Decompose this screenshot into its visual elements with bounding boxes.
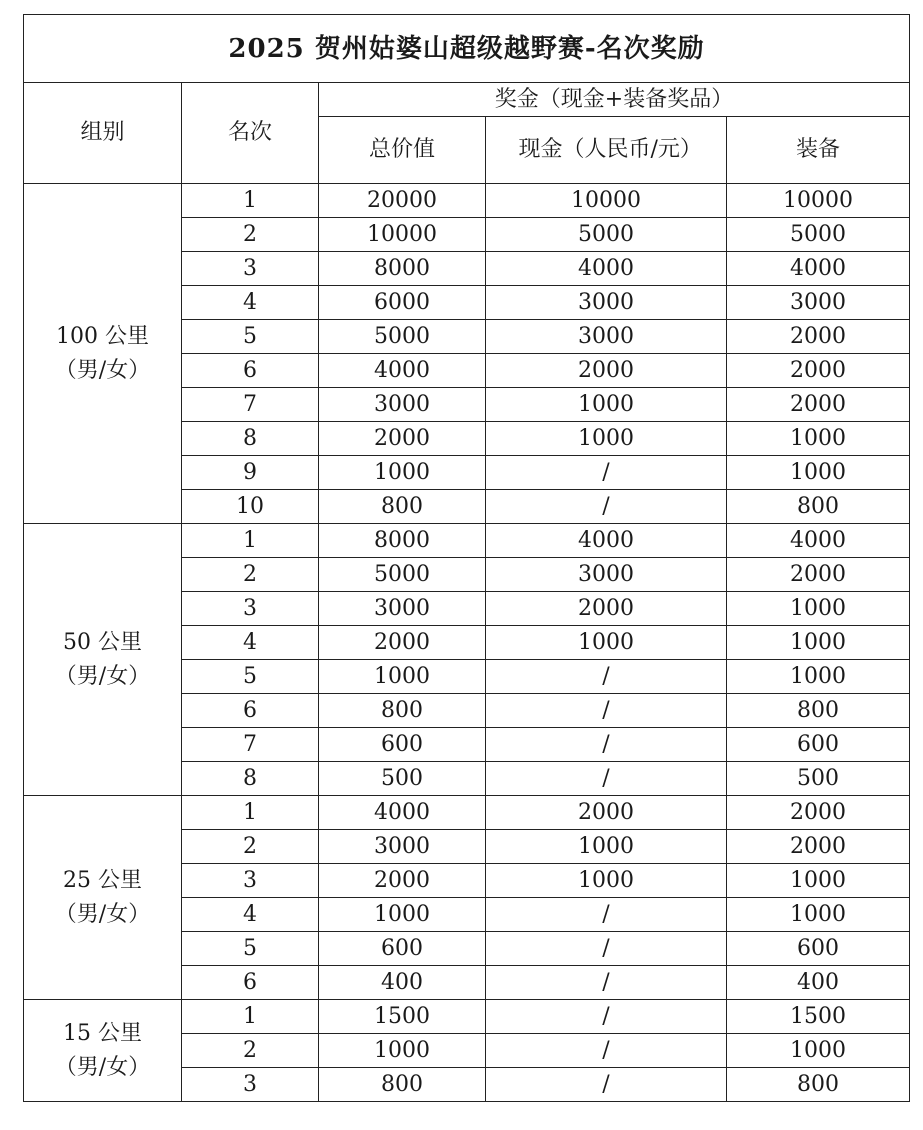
total-cell: 2000 (319, 864, 486, 898)
gear-cell: 2000 (727, 558, 910, 592)
rank-cell: 9 (182, 456, 319, 490)
total-cell: 1000 (319, 456, 486, 490)
total-cell: 800 (319, 694, 486, 728)
rank-cell: 4 (182, 626, 319, 660)
cash-cell: 5000 (486, 218, 727, 252)
table-row (24, 524, 910, 558)
gear-cell: 800 (727, 1068, 910, 1102)
table-row (24, 184, 910, 218)
total-cell: 4000 (319, 354, 486, 388)
cash-cell: 10000 (486, 184, 727, 218)
cash-cell: 2000 (486, 354, 727, 388)
gear-cell: 2000 (727, 320, 910, 354)
rank-cell: 5 (182, 320, 319, 354)
total-cell: 10000 (319, 218, 486, 252)
total-cell: 800 (319, 490, 486, 524)
cash-cell: / (486, 490, 727, 524)
gear-cell: 1500 (727, 1000, 910, 1034)
table-title: 2025 贺州姑婆山超级越野赛-名次奖励 (24, 15, 910, 83)
header-row-1 (24, 83, 910, 117)
rank-cell: 1 (182, 524, 319, 558)
total-cell: 8000 (319, 252, 486, 286)
gear-cell: 10000 (727, 184, 910, 218)
gear-cell: 4000 (727, 524, 910, 558)
group-cell (24, 184, 182, 524)
cash-cell: 3000 (486, 286, 727, 320)
group-name: 50 公里 (63, 629, 142, 655)
gear-cell: 600 (727, 728, 910, 762)
total-cell: 1000 (319, 660, 486, 694)
cash-cell: 1000 (486, 388, 727, 422)
rank-cell: 6 (182, 694, 319, 728)
total-cell: 400 (319, 966, 486, 1000)
total-cell: 500 (319, 762, 486, 796)
gear-cell: 3000 (727, 286, 910, 320)
rank-cell: 6 (182, 966, 319, 1000)
group-gender: （男/女） (54, 663, 151, 689)
gear-cell: 800 (727, 694, 910, 728)
cash-cell: 2000 (486, 796, 727, 830)
table-row (24, 796, 910, 830)
gear-cell: 1000 (727, 1034, 910, 1068)
rank-cell: 1 (182, 184, 319, 218)
gear-cell: 800 (727, 490, 910, 524)
total-cell: 600 (319, 728, 486, 762)
total-cell: 2000 (319, 422, 486, 456)
group-cell (24, 1000, 182, 1102)
rank-cell: 3 (182, 864, 319, 898)
rank-cell: 4 (182, 898, 319, 932)
gear-cell: 600 (727, 932, 910, 966)
total-cell: 3000 (319, 830, 486, 864)
rank-cell: 3 (182, 592, 319, 626)
cash-cell: / (486, 1000, 727, 1034)
cash-cell: / (486, 762, 727, 796)
gear-cell: 1000 (727, 626, 910, 660)
rank-cell: 2 (182, 830, 319, 864)
total-cell: 4000 (319, 796, 486, 830)
header-group: 组别 (24, 83, 182, 184)
gear-cell: 1000 (727, 422, 910, 456)
cash-cell: 3000 (486, 558, 727, 592)
total-cell: 8000 (319, 524, 486, 558)
header-rank: 名次 (182, 83, 319, 184)
rank-cell: 8 (182, 422, 319, 456)
total-cell: 5000 (319, 558, 486, 592)
total-cell: 3000 (319, 388, 486, 422)
total-cell: 3000 (319, 592, 486, 626)
header-gear: 装备 (727, 117, 910, 184)
cash-cell: / (486, 966, 727, 1000)
group-name: 25 公里 (63, 867, 142, 893)
cash-cell: 1000 (486, 830, 727, 864)
gear-cell: 4000 (727, 252, 910, 286)
rank-cell: 3 (182, 252, 319, 286)
group-name: 15 公里 (63, 1020, 142, 1046)
cash-cell: 2000 (486, 592, 727, 626)
rank-cell: 1 (182, 796, 319, 830)
group-gender: （男/女） (54, 357, 151, 383)
total-cell: 1000 (319, 1034, 486, 1068)
rank-cell: 5 (182, 660, 319, 694)
header-total: 总价值 (319, 117, 486, 184)
cash-cell: 1000 (486, 626, 727, 660)
rank-cell: 5 (182, 932, 319, 966)
gear-cell: 1000 (727, 592, 910, 626)
rank-cell: 3 (182, 1068, 319, 1102)
cash-cell: 4000 (486, 252, 727, 286)
rank-cell: 6 (182, 354, 319, 388)
total-cell: 600 (319, 932, 486, 966)
total-cell: 1000 (319, 898, 486, 932)
cash-cell: / (486, 728, 727, 762)
total-cell: 20000 (319, 184, 486, 218)
cash-cell: / (486, 456, 727, 490)
cash-cell: / (486, 694, 727, 728)
cash-cell: / (486, 898, 727, 932)
cash-cell: 1000 (486, 422, 727, 456)
header-prize: 奖金（现金+装备奖品） (319, 83, 910, 117)
rank-cell: 2 (182, 1034, 319, 1068)
group-gender: （男/女） (54, 1054, 151, 1080)
group-cell (24, 796, 182, 1000)
rank-cell: 7 (182, 728, 319, 762)
cash-cell: 1000 (486, 864, 727, 898)
cash-cell: / (486, 1034, 727, 1068)
gear-cell: 1000 (727, 898, 910, 932)
gear-cell: 2000 (727, 388, 910, 422)
table-row (24, 1000, 910, 1034)
rank-cell: 8 (182, 762, 319, 796)
cash-cell: / (486, 932, 727, 966)
gear-cell: 400 (727, 966, 910, 1000)
gear-cell: 1000 (727, 660, 910, 694)
group-gender: （男/女） (54, 901, 151, 927)
cash-cell: / (486, 660, 727, 694)
total-cell: 6000 (319, 286, 486, 320)
cash-cell: 3000 (486, 320, 727, 354)
gear-cell: 1000 (727, 456, 910, 490)
cash-cell: 4000 (486, 524, 727, 558)
rank-cell: 4 (182, 286, 319, 320)
rank-cell: 10 (182, 490, 319, 524)
gear-cell: 1000 (727, 864, 910, 898)
gear-cell: 5000 (727, 218, 910, 252)
total-cell: 5000 (319, 320, 486, 354)
gear-cell: 2000 (727, 796, 910, 830)
header-cash (486, 117, 727, 184)
prize-table-body (24, 15, 910, 1102)
rank-cell: 7 (182, 388, 319, 422)
cash-cell: / (486, 1068, 727, 1102)
total-cell: 1500 (319, 1000, 486, 1034)
rank-cell: 2 (182, 218, 319, 252)
rank-cell: 2 (182, 558, 319, 592)
group-name: 100 公里 (56, 323, 149, 349)
gear-cell: 2000 (727, 354, 910, 388)
rank-cell: 1 (182, 1000, 319, 1034)
gear-cell: 500 (727, 762, 910, 796)
gear-cell: 2000 (727, 830, 910, 864)
group-cell (24, 524, 182, 796)
total-cell: 2000 (319, 626, 486, 660)
prize-table (23, 14, 910, 1102)
total-cell: 800 (319, 1068, 486, 1102)
header-cash-label: 现金（人民币/元） (518, 137, 702, 162)
title-row (24, 15, 910, 83)
